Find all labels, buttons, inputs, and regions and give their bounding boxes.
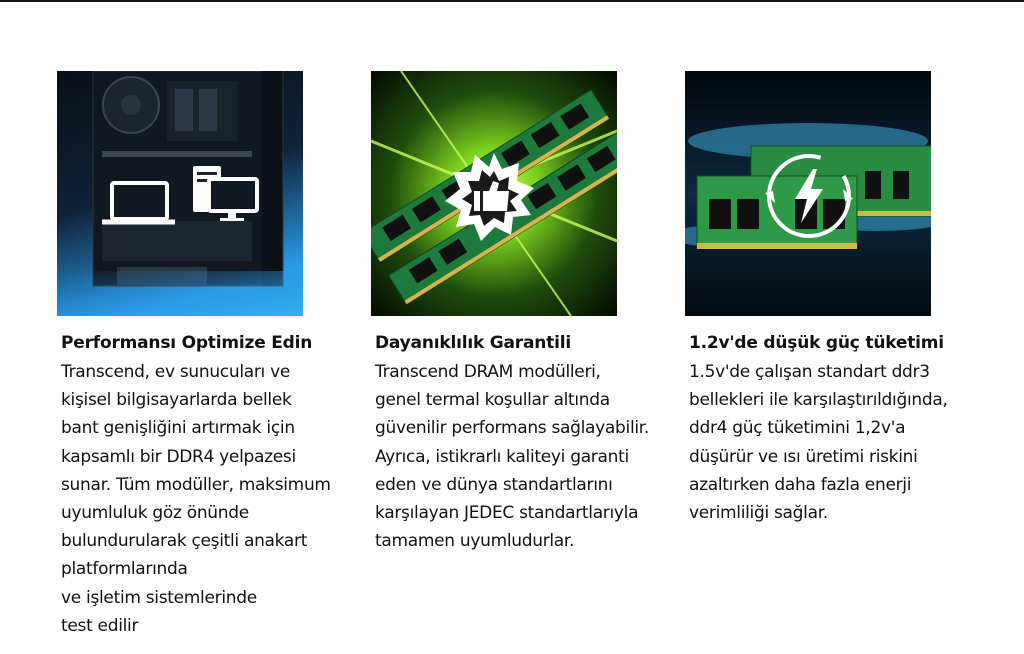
feature-card-durability (371, 71, 671, 555)
feature-description: Transcend, ev sunucuları ve kişisel bilgisayarlarda bellek bant genişliğini artırmak için kapsamlı bir DDR4 yelpazesi sunar. Tüm modüller, maksimum uyumluluk göz önünde bulundurularak çeşitli anakart platformlarında ve işletim sistemlerinde test edilir (61, 362, 331, 636)
durability-image (371, 71, 617, 316)
feature-title: 1.2v'de düşük güç tüketimi (689, 333, 944, 353)
feature-card-power (685, 71, 985, 527)
feature-description: 1.5v'de çalışan standart ddr3 bellekleri ile karşılaştırıldığında, ddr4 güç tüketimini 1,2v'a düşürür ve ısı üretimi riskini azaltırken daha fazla enerji verimliliği sağlar. (689, 362, 948, 524)
feature-title: Performansı Optimize Edin (61, 333, 313, 353)
feature-description: Transcend DRAM modülleri, genel termal koşullar altında güvenilir performans sağlayabilir. Ayrıca, istikrarlı kaliteyi garanti eden ve dünya standartlarını karşılayan JEDEC standartlarıyla tamamen uyumludurlar. (375, 362, 650, 552)
performance-image (57, 71, 303, 316)
feature-card-performance (57, 71, 357, 640)
feature-title: Dayanıklılık Garantili (375, 333, 571, 353)
top-border (0, 0, 1024, 2)
power-image (685, 71, 931, 316)
